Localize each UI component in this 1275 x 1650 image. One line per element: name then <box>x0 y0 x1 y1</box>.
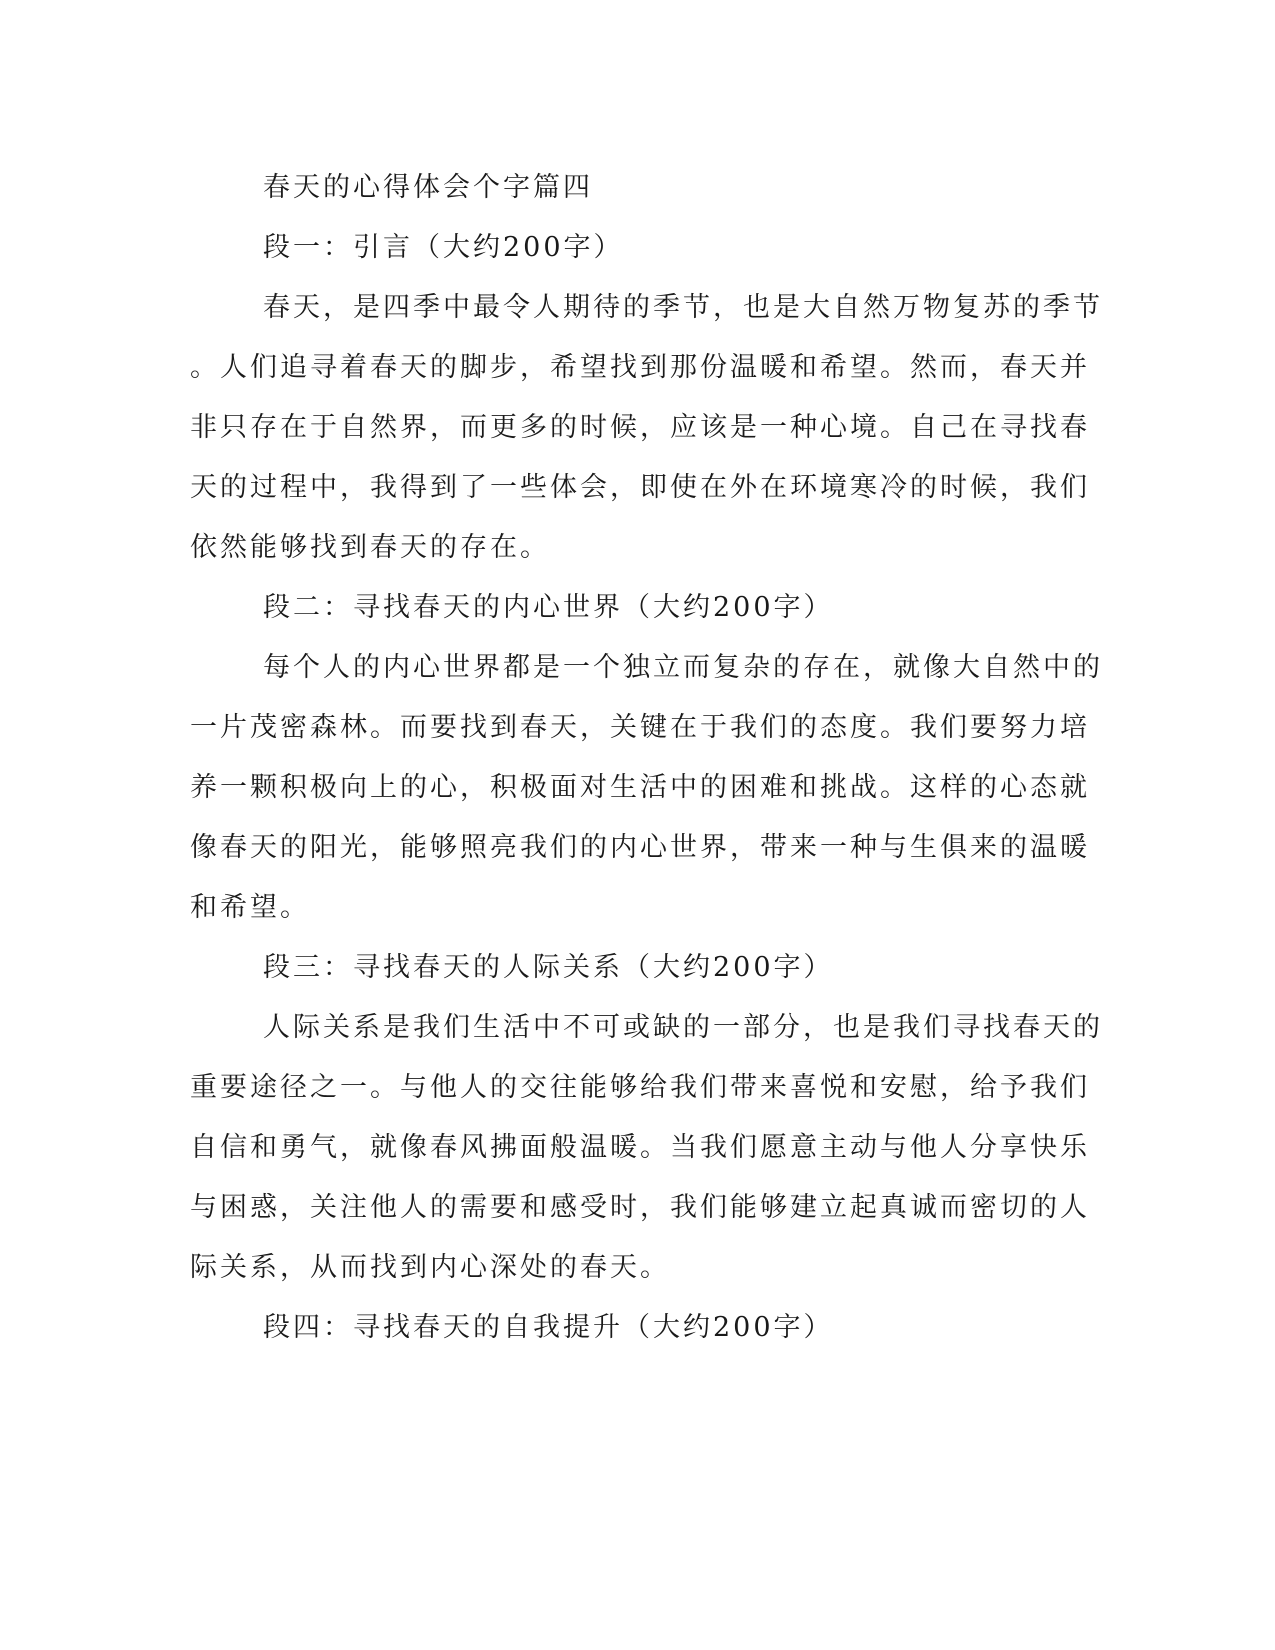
section-heading-1: 段一：引言（大约200字） <box>263 232 624 263</box>
paragraph-line: 人际关系是我们生活中不可或缺的一部分，也是我们寻找春天的 <box>263 1012 1103 1043</box>
section-heading-4: 段四：寻找春天的自我提升（大约200字） <box>263 1312 834 1343</box>
document-body <box>190 158 1103 1358</box>
paragraph-line: 非只存在于自然界，而更多的时候，应该是一种心境。自己在寻找春 <box>190 412 1090 443</box>
section-heading-2: 段二：寻找春天的内心世界（大约200字） <box>263 592 834 623</box>
paragraph-line: 像春天的阳光，能够照亮我们的内心世界，带来一种与生俱来的温暖 <box>190 832 1090 863</box>
paragraph-line: 自信和勇气，就像春风拂面般温暖。当我们愿意主动与他人分享快乐 <box>190 1132 1090 1163</box>
paragraph-line: 与困惑，关注他人的需要和感受时，我们能够建立起真诚而密切的人 <box>190 1192 1090 1223</box>
section-heading-3: 段三：寻找春天的人际关系（大约200字） <box>263 952 834 983</box>
paragraph-line: 天的过程中，我得到了一些体会，即使在外在环境寒冷的时候，我们 <box>190 472 1090 503</box>
paragraph-line: 和希望。 <box>190 892 310 923</box>
paragraph-line: 每个人的内心世界都是一个独立而复杂的存在，就像大自然中的 <box>263 652 1103 683</box>
paragraph-line: 一片茂密森林。而要找到春天，关键在于我们的态度。我们要努力培 <box>190 712 1090 743</box>
paragraph-line: 春天，是四季中最令人期待的季节，也是大自然万物复苏的季节 <box>263 292 1103 323</box>
paragraph-line: 重要途径之一。与他人的交往能够给我们带来喜悦和安慰，给予我们 <box>190 1072 1090 1103</box>
paragraph-line: 。人们追寻着春天的脚步，希望找到那份温暖和希望。然而，春天并 <box>190 352 1090 383</box>
paragraph-line: 际关系，从而找到内心深处的春天。 <box>190 1252 670 1283</box>
paragraph-line: 养一颗积极向上的心，积极面对生活中的困难和挑战。这样的心态就 <box>190 772 1090 803</box>
document-title: 春天的心得体会个字篇四 <box>263 172 593 203</box>
paragraph-line: 依然能够找到春天的存在。 <box>190 532 550 563</box>
